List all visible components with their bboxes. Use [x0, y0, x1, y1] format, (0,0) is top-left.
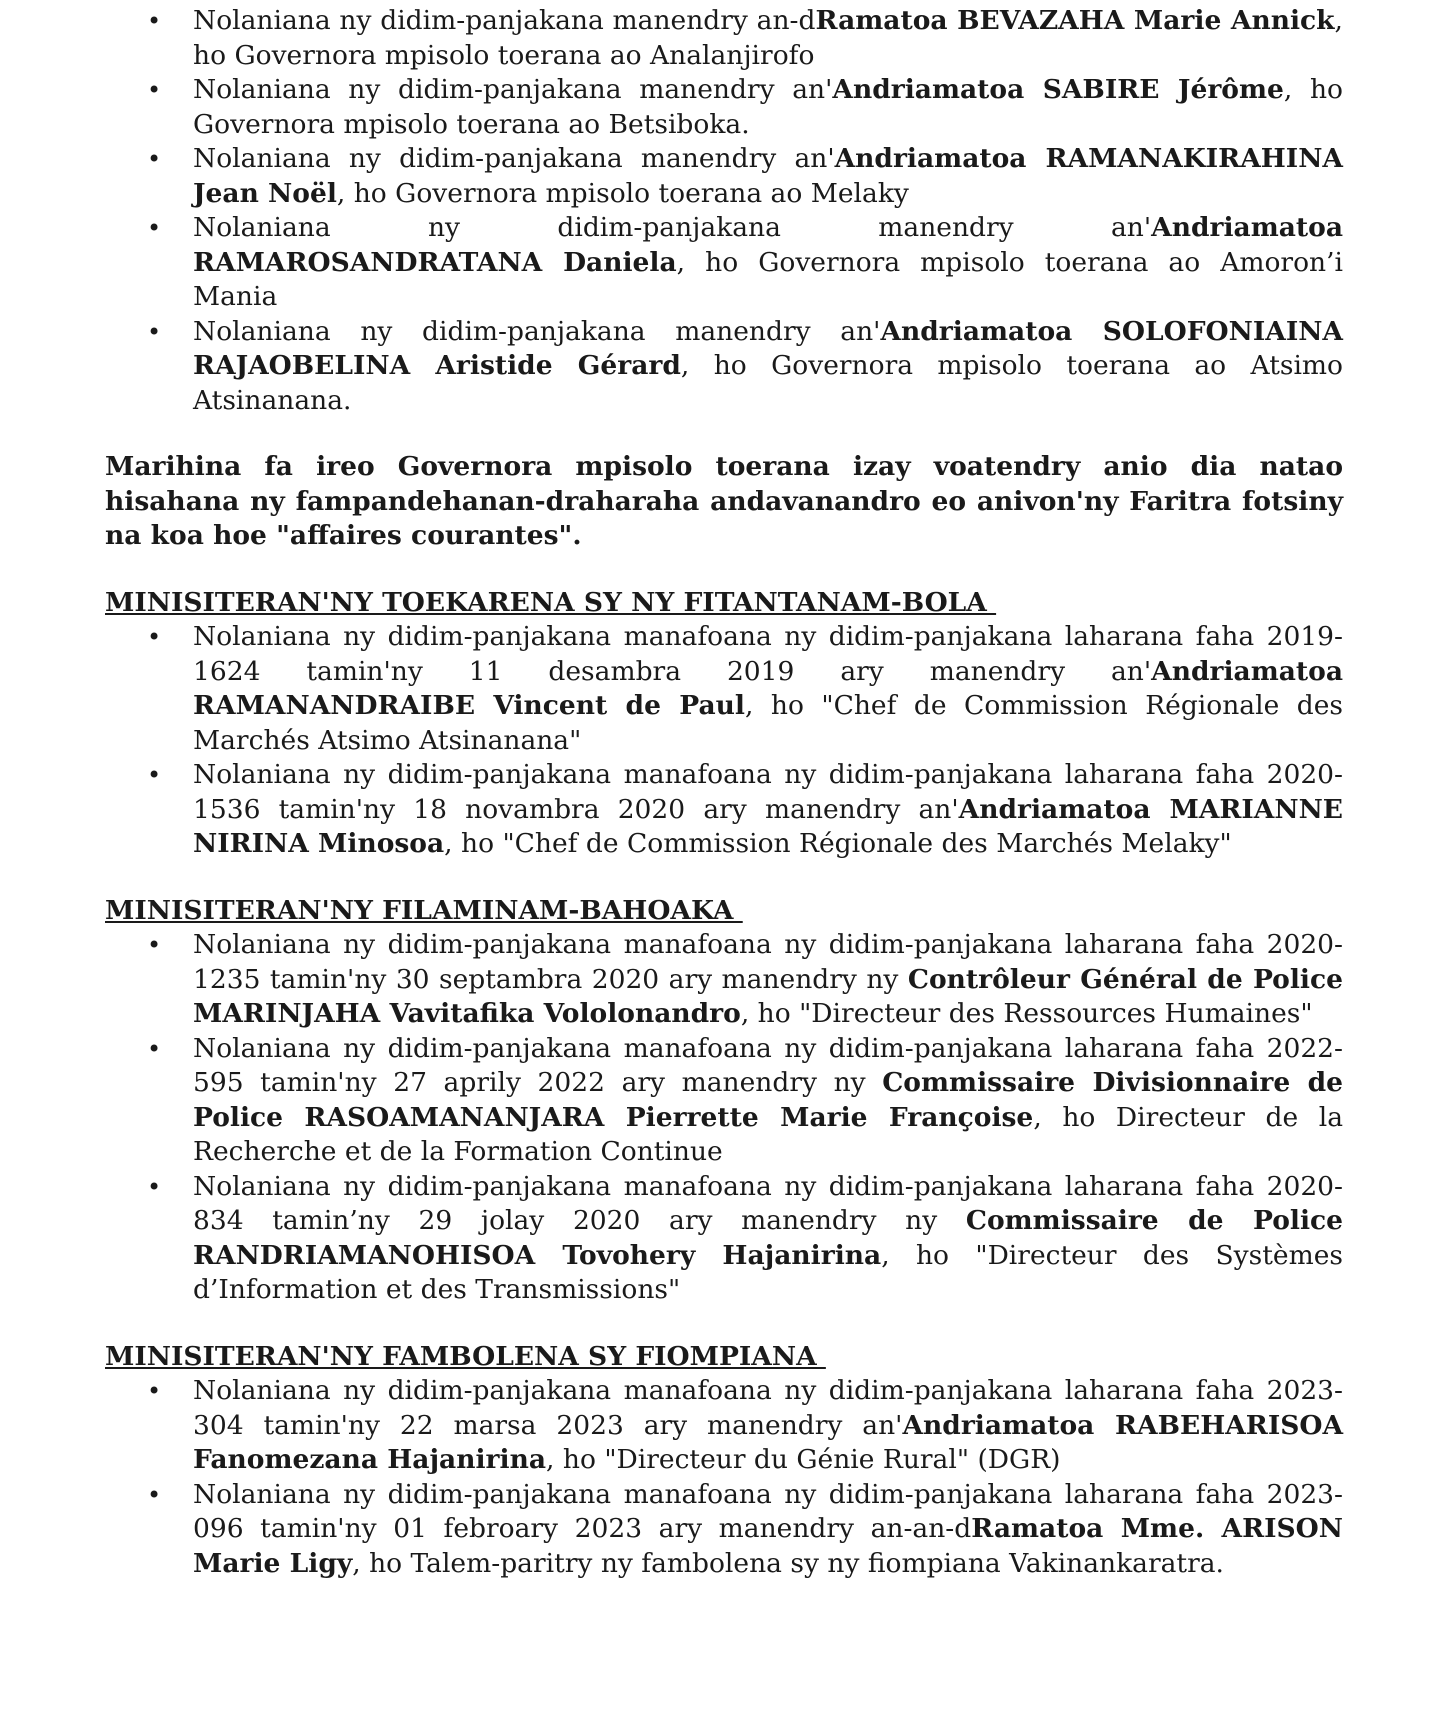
list-item: • Nolaniana ny didim-panjakana manafoana ny didim-panjakana laharana faha 2023-304 tamin'ny 22 marsa 2023 ary manendry an'Andriamatoa RABEHARISOA Fanomezana Hajanirina, ho "Directeur du Génie Rural" (DGR): [105, 1374, 1343, 1478]
list-item: • Nolaniana ny didim-panjakana manafoana ny didim-panjakana laharana faha 2019-1624 tamin'ny 11 desambra 2019 ary manendry an'Andriamatoa RAMANANDRAIBE Vincent de Paul, ho "Chef de Commission Régionale des Marchés Atsimo Atsinanana": [105, 620, 1343, 758]
section-list: [105, 620, 1343, 862]
section-economy: [105, 586, 1343, 862]
section-list: [105, 928, 1343, 1308]
section-agriculture: [105, 1340, 1343, 1582]
list-item: • Nolaniana ny didim-panjakana manendry an'Andriamatoa SABIRE Jérôme, ho Governora mpisolo toerana ao Betsiboka.: [105, 73, 1343, 142]
list-item: • Nolaniana ny didim-panjakana manafoana ny didim-panjakana laharana faha 2022-595 tamin'ny 27 aprily 2022 ary manendry ny Commissaire Divisionnaire de Police RASOAMANANJARA Pierrette Marie Françoise, ho Directeur de la Recherche et de la Formation Continue: [105, 1032, 1343, 1170]
list-item: • Nolaniana ny didim-panjakana manendry an-dRamatoa BEVAZAHA Marie Annick, ho Governora mpisolo toerana ao Analanjirofo: [105, 4, 1343, 73]
section-list: [105, 1374, 1343, 1581]
intro-list: [105, 4, 1343, 418]
note-paragraph: Marihina fa ireo Governora mpisolo toerana izay voatendry anio dia natao hisahana ny fampandehanan-draharaha andavanandro eo anivon'ny Faritra fotsiny na koa hoe "affaires courantes".: [105, 451, 1343, 551]
list-item: • Nolaniana ny didim-panjakana manendry an'Andriamatoa SOLOFONIAINA RAJAOBELINA Aristide Gérard, ho Governora mpisolo toerana ao Atsimo Atsinanana.: [105, 315, 1343, 419]
list-item: • Nolaniana ny didim-panjakana manendry an'Andriamatoa RAMANAKIRAHINA Jean Noël, ho Governora mpisolo toerana ao Melaky: [105, 142, 1343, 211]
list-item: • Nolaniana ny didim-panjakana manafoana ny didim-panjakana laharana faha 2020-834 tamin’ny 29 jolay 2020 ary manendry ny Commissaire de Police RANDRIAMANOHISOA Tovohery Hajanirina, ho "Directeur des Systèmes d’Information et des Transmissions": [105, 1170, 1343, 1308]
list-item: • Nolaniana ny didim-panjakana manafoana ny didim-panjakana laharana faha 2023-096 tamin'ny 01 febroary 2023 ary manendry an-an-dRamatoa Mme. ARISON Marie Ligy, ho Talem-paritry ny fambolena sy ny fiompiana Vakinankaratra.: [105, 1478, 1343, 1582]
section-heading: MINISITERAN'NY TOEKARENA SY NY FITANTANAM-BOLA: [105, 586, 997, 618]
list-item: • Nolaniana ny didim-panjakana manendry an'Andriamatoa RAMAROSANDRATANA Daniela, ho Governora mpisolo toerana ao Amoron’i Mania: [105, 211, 1343, 315]
list-item: • Nolaniana ny didim-panjakana manafoana ny didim-panjakana laharana faha 2020-1536 tamin'ny 18 novambra 2020 ary manendry an'Andriamatoa MARIANNE NIRINA Minosoa, ho "Chef de Commission Régionale des Marchés Melaky": [105, 758, 1343, 862]
section-heading: MINISITERAN'NY FILAMINAM-BAHOAKA: [105, 894, 743, 926]
section-public-security: [105, 894, 1343, 1308]
section-heading: MINISITERAN'NY FAMBOLENA SY FIOMPIANA: [105, 1340, 826, 1372]
list-item: • Nolaniana ny didim-panjakana manafoana ny didim-panjakana laharana faha 2020-1235 tamin'ny 30 septambra 2020 ary manendry ny Contrôleur Général de Police MARINJAHA Vavitafika Vololonandro, ho "Directeur des Ressources Humaines": [105, 928, 1343, 1032]
